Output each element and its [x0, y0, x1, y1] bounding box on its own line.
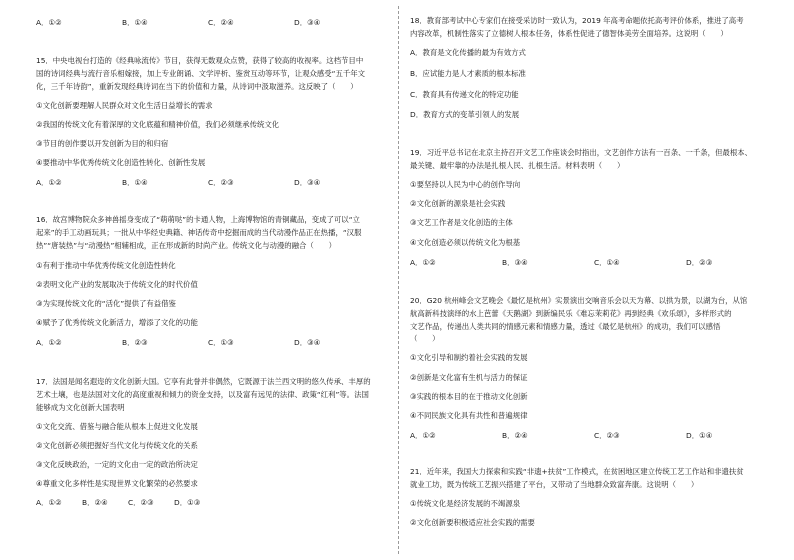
q16-item: ②表明文化产业的发展取决于传统文化的时代价值 — [36, 280, 198, 289]
q20-stem-line: （ ） — [410, 334, 440, 343]
option-b[interactable]: B．②④ — [82, 498, 108, 507]
right-column — [410, 0, 782, 560]
option-c[interactable]: C．①④ — [594, 258, 620, 267]
q20-item: ③实践的根本目的在于推动文化创新 — [410, 392, 528, 401]
q20-stem-line: 航高新科技演绎的水上芭蕾《天鹅湖》到新编民乐《难忘茉莉花》再到经典《欢乐颂》，多样形式的 — [410, 309, 732, 318]
q20-item: ②创新是文化富有生机与活力的保证 — [410, 373, 528, 382]
q17-stem-line: 能够成为文化创新大国表明 — [36, 403, 125, 412]
option-b[interactable]: B．①④ — [122, 178, 148, 187]
q19-stem-line: 19．习近平总书记在北京主持召开文艺工作座谈会时指出，文艺创作方法有一百条、一千条，但最根本、 — [410, 148, 752, 157]
q18-option[interactable]: C．教育具有传递文化的特定功能 — [410, 90, 519, 99]
option-c[interactable]: C．②③ — [208, 178, 234, 187]
q17-stem-line: 17．法国是闻名遐迩的文化创新大国。它享有此誉并非偶然，它既源于法兰西文明的悠久传承、丰厚的 — [36, 377, 371, 386]
q19-stem-line: 最关键、最牢靠的办法是扎根人民、扎根生活。材料表明（ ） — [410, 161, 625, 170]
q20-stem-line: 20．G20 杭州峰会文艺晚会《最忆是杭州》实景演出交响音乐会以天为幕、以拱为景，以湖为台，从馆 — [410, 296, 748, 305]
q17-item: ④尊重文化多样性是实现世界文化繁荣的必然要求 — [36, 479, 198, 488]
option-a[interactable]: A．①② — [36, 178, 62, 187]
option-c[interactable]: C．②③ — [594, 431, 620, 440]
option-d[interactable]: D．③④ — [294, 338, 321, 347]
q15-item: ②我国的传统文化有着深厚的文化底蕴和精神价值，我们必须继承传统文化 — [36, 120, 280, 129]
q17-stem-line: 艺术土壤，也是法国对文化的高度重视和倾力的资金支持，以及富有远见的法律、政策“红利”等。法国 — [36, 390, 369, 399]
option-d[interactable]: D．③④ — [294, 18, 321, 27]
column-divider — [398, 6, 399, 554]
q18-option[interactable]: D．教育方式的变革引领人的发展 — [410, 110, 520, 119]
q17-item: ①文化交流、借鉴与融合能从根本上促进文化发展 — [36, 422, 198, 431]
q18-option[interactable]: A．教育是文化传播的最为有效方式 — [410, 48, 526, 57]
option-a[interactable]: A．①② — [36, 18, 62, 27]
q16-stem-line: 起来”的手工动画玩具；一批从中华经史典籍、神话传奇中挖掘而成的当代动漫作品正在热播，“汉服 — [36, 228, 362, 237]
option-b[interactable]: B．②④ — [502, 431, 528, 440]
option-c[interactable]: C．②④ — [208, 18, 234, 27]
q15-stem-line: 化，三千年诗韵”，重新发现经典诗词在当下的价值和力量，从诗词中汲取滋养。这反映了（ ） — [36, 82, 358, 91]
q17-item: ③文化反映政治，一定的文化由一定的政治所决定 — [36, 460, 198, 469]
option-d[interactable]: D．①③ — [174, 498, 201, 507]
option-b[interactable]: B．①④ — [122, 18, 148, 27]
q18-stem-line: 18．教育部考试中心专家们在接受采访时一致认为，2019 年高考命题依托高考评价体系，推进了高考 — [410, 16, 744, 25]
q18-stem-line: 内容改革，机制性落实了立德树人根本任务，体系性促进了德智体美劳全面培养。这说明（ ） — [410, 29, 728, 38]
option-b[interactable]: B．③④ — [502, 258, 528, 267]
option-d[interactable]: D．③④ — [294, 178, 321, 187]
q20-stem-line: 文艺作品，传递出人类共同的情感元素和情感力量，透过《最忆是杭州》的成功，我们可以感悟 — [410, 322, 721, 331]
q21-stem-line: 就业工坊，既为传统工艺振兴搭建了平台，又带动了当地群众致富奔康。这说明（ ） — [410, 480, 699, 489]
option-a[interactable]: A．①② — [36, 498, 62, 507]
q19-item: ①要坚持以人民为中心的创作导向 — [410, 180, 521, 189]
q15-item: ④要推动中华优秀传统文化创造性转化、创新性发展 — [36, 158, 206, 167]
q16-stem-line: 16．故宫博物院众多神兽摇身变成了“萌萌哒”的卡通人物，上海博物馆的青铜藏品，变成了可以“立 — [36, 215, 360, 224]
q17-item: ②文化创新必须把握好当代文化与传统文化的关系 — [36, 441, 198, 450]
q15-stem-line: 国的诗词经典与流行音乐相嫁接，加上专业朗诵、文学评析、鉴赏互动等环节，让观众感受“五千年文 — [36, 69, 366, 78]
q15-item: ①文化创新要理解人民群众对文化生活日益增长的需求 — [36, 101, 213, 110]
q16-item: ①有利于推动中华优秀传统文化创造性转化 — [36, 261, 176, 270]
option-a[interactable]: A．①② — [410, 431, 436, 440]
q19-item: ②文化创新的源泉是社会实践 — [410, 199, 506, 208]
option-d[interactable]: D．②③ — [686, 258, 713, 267]
q21-item: ②文化创新要积极适应社会实践的需要 — [410, 518, 535, 527]
option-b[interactable]: B．②③ — [122, 338, 148, 347]
left-column — [36, 0, 384, 560]
option-c[interactable]: C．①③ — [208, 338, 234, 347]
q16-item: ③为实现传统文化的“活化”提供了有益借鉴 — [36, 299, 176, 308]
q21-item: ①传统文化是经济发展的不竭源泉 — [410, 499, 521, 508]
q15-stem-line: 15．中央电视台打造的《经典咏流传》节目，获得无数观众点赞，获得了较高的收视率。这档节目中 — [36, 56, 364, 65]
q15-item: ③节目的创作要以开发创新为目的和归宿 — [36, 139, 169, 148]
q19-item: ③文艺工作者是文化创造的主体 — [410, 218, 513, 227]
q20-item: ①文化引导和制约着社会实践的发展 — [410, 353, 528, 362]
q16-stem-line: 热”“唐装热”与“动漫热”相辅相成，正在形成新的时尚产业。传统文化与动漫的融合（ ） — [36, 241, 336, 250]
q21-stem-line: 21．近年来，我国大力探索和实践“非遗+扶贫”工作模式，在贫困地区建立传统工艺工作站和非遗扶贫 — [410, 467, 744, 476]
q20-item: ④不同民族文化具有共性和普遍规律 — [410, 411, 528, 420]
option-d[interactable]: D．①④ — [686, 431, 713, 440]
option-a[interactable]: A．①② — [36, 338, 62, 347]
option-c[interactable]: C．②③ — [128, 498, 154, 507]
q18-option[interactable]: B．应试能力是人才素质的根本标准 — [410, 69, 526, 78]
option-a[interactable]: A．①② — [410, 258, 436, 267]
q16-item: ④赋予了优秀传统文化新活力，增添了文化的功能 — [36, 318, 198, 327]
q19-item: ④文化创造必须以传统文化为根基 — [410, 238, 521, 247]
